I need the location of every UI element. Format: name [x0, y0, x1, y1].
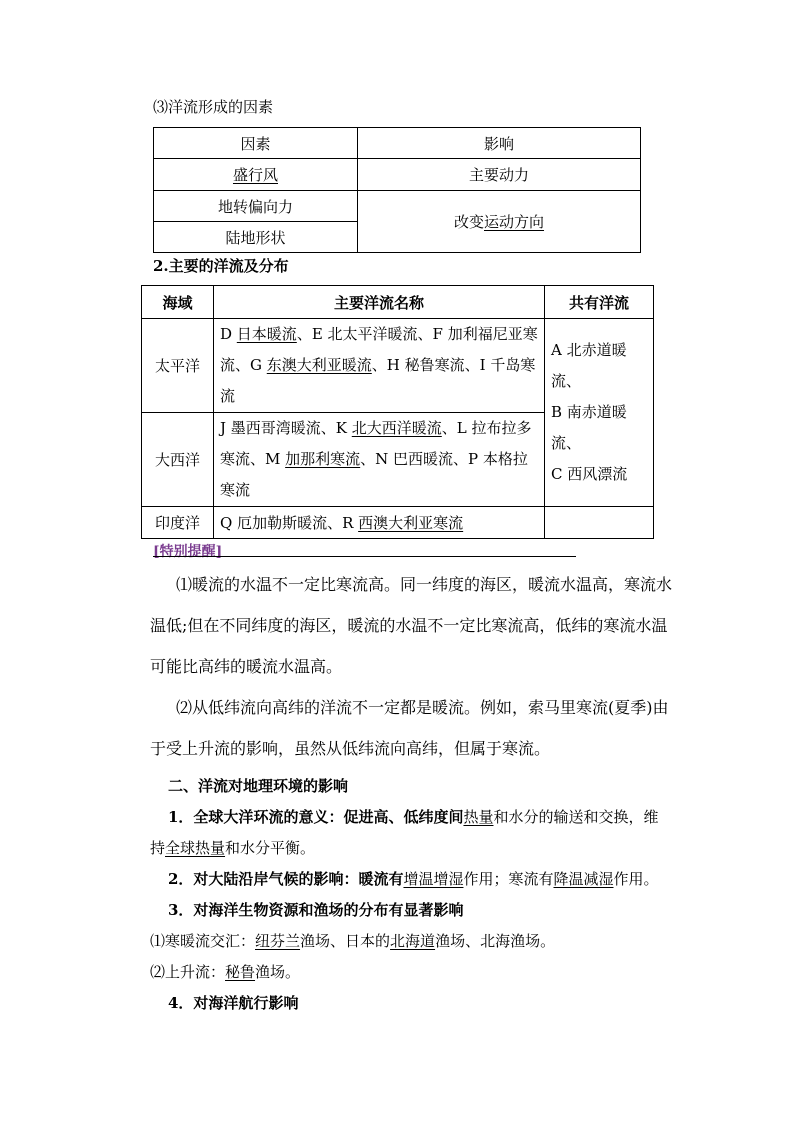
underlined-current: 北大西洋暖流	[351, 419, 442, 437]
underlined-current: 日本暖流	[236, 325, 297, 343]
factor-cell: 地转偏向力	[154, 191, 358, 222]
underlined-term: 热量	[463, 808, 494, 826]
underlined-term: 全球热量	[165, 839, 226, 857]
underlined-term: 降温减湿	[553, 870, 614, 888]
currents-header: 主要洋流名称	[214, 286, 545, 319]
merged-effect-underlined: 运动方向	[484, 213, 545, 231]
section-3-title: ⑶洋流形成的因素	[153, 98, 274, 116]
effect-header: 影响	[358, 128, 641, 159]
ocean-indian: 印度洋	[142, 507, 214, 539]
indian-currents	[214, 507, 545, 539]
shared-header: 共有洋流	[545, 286, 654, 319]
factor-value: 盛行风	[232, 166, 278, 184]
text-run: 渔场、日本的	[300, 932, 391, 950]
factor-cell: 陆地形状	[154, 222, 358, 253]
text-run: 、E 北太平洋暖流、F 加利福尼亚寒流、G	[220, 325, 538, 374]
ocean-pacific: 太平洋	[142, 319, 214, 413]
merged-effect-prefix: 改变	[453, 213, 484, 231]
item-3-2	[150, 962, 300, 982]
text-run: 2．对大陆沿岸气候的影响：暖流有	[168, 870, 404, 888]
current-table	[141, 285, 654, 539]
shared-current: C 西风漂流	[551, 465, 628, 483]
item-1-line-2	[150, 838, 315, 858]
ocean-atlantic: 大西洋	[142, 413, 214, 507]
underlined-term: 增温增湿	[403, 870, 464, 888]
underlined-current: 东澳大利亚暖流	[266, 356, 372, 374]
item-3-1	[150, 931, 555, 951]
text-run: 、N 巴西暖流、P 本格拉寒流	[220, 450, 528, 499]
effect-cell: 主要动力	[358, 159, 641, 191]
underlined-current: 西澳大利亚寒流	[358, 514, 464, 532]
text-run: Q 厄加勒斯暖流、R	[220, 514, 359, 532]
underlined-term: 秘鲁	[225, 963, 256, 981]
text-run: 、L 拉布拉多寒流、M	[220, 419, 532, 468]
text-run: ⑵上升流：	[150, 963, 226, 981]
text-run: 持	[150, 839, 166, 857]
atlantic-currents	[214, 413, 545, 507]
factor-cell	[154, 159, 358, 191]
text-run: ⑴寒暖流交汇：	[150, 932, 256, 950]
text-run: 作用。	[613, 870, 659, 888]
underlined-term: 纽芬兰	[255, 932, 301, 950]
item-1-line-1	[168, 807, 658, 827]
note-paragraph-2: ⑵从低纬流向高纬的洋流不一定都是暖流。例如，索马里寒流(夏季)由于受上升流的影响，虽然从低纬流向高纬，但属于寒流。	[150, 698, 669, 758]
text-run: 渔场、北海渔场。	[435, 932, 556, 950]
underlined-current: 加那利寒流	[285, 450, 361, 468]
section-2-heading: 二、洋流对地理环境的影响	[168, 777, 349, 795]
factor-table	[153, 127, 641, 253]
merged-effect-cell	[358, 191, 641, 253]
item-2	[168, 869, 659, 889]
ocean-header: 海域	[142, 286, 214, 319]
text-run: J 墨西哥湾暖流、K	[220, 419, 352, 437]
pacific-currents	[214, 319, 545, 413]
text-run: 1．全球大洋环流的意义：促进高、低纬度间	[168, 808, 464, 826]
text-run: 、H 秘鲁寒流、I 千岛寒流	[220, 356, 536, 405]
text-run: 渔场。	[255, 963, 301, 981]
note-paragraph-1: ⑴暖流的水温不一定比寒流高。同一纬度的海区，暖流水温高，寒流水温低;但在不同纬度的海区，暖流的水温不一定比寒流高，低纬的寒流水温可能比高纬的暖流水温高。	[150, 575, 673, 676]
shared-current: A 北赤道暖流、	[551, 341, 627, 390]
text-run: 作用；寒流有	[463, 870, 554, 888]
shared-current: B 南赤道暖流、	[551, 403, 627, 452]
text-run: 和水分平衡。	[225, 839, 316, 857]
shared-currents	[545, 319, 654, 507]
section-2-title: 2.主要的洋流及分布	[153, 257, 289, 275]
factor-header: 因素	[154, 128, 358, 159]
note-rule	[153, 556, 576, 557]
underlined-term: 北海道	[390, 932, 436, 950]
item-4: 4．对海洋航行影响	[168, 994, 299, 1012]
text-run: D	[220, 325, 237, 343]
shared-empty-cell	[545, 507, 654, 539]
text-run: 和水分的输送和交换，维	[493, 808, 659, 826]
item-3: 3．对海洋生物资源和渔场的分布有显著影响	[168, 901, 464, 919]
note-heading: [特别提醒]	[153, 544, 223, 560]
